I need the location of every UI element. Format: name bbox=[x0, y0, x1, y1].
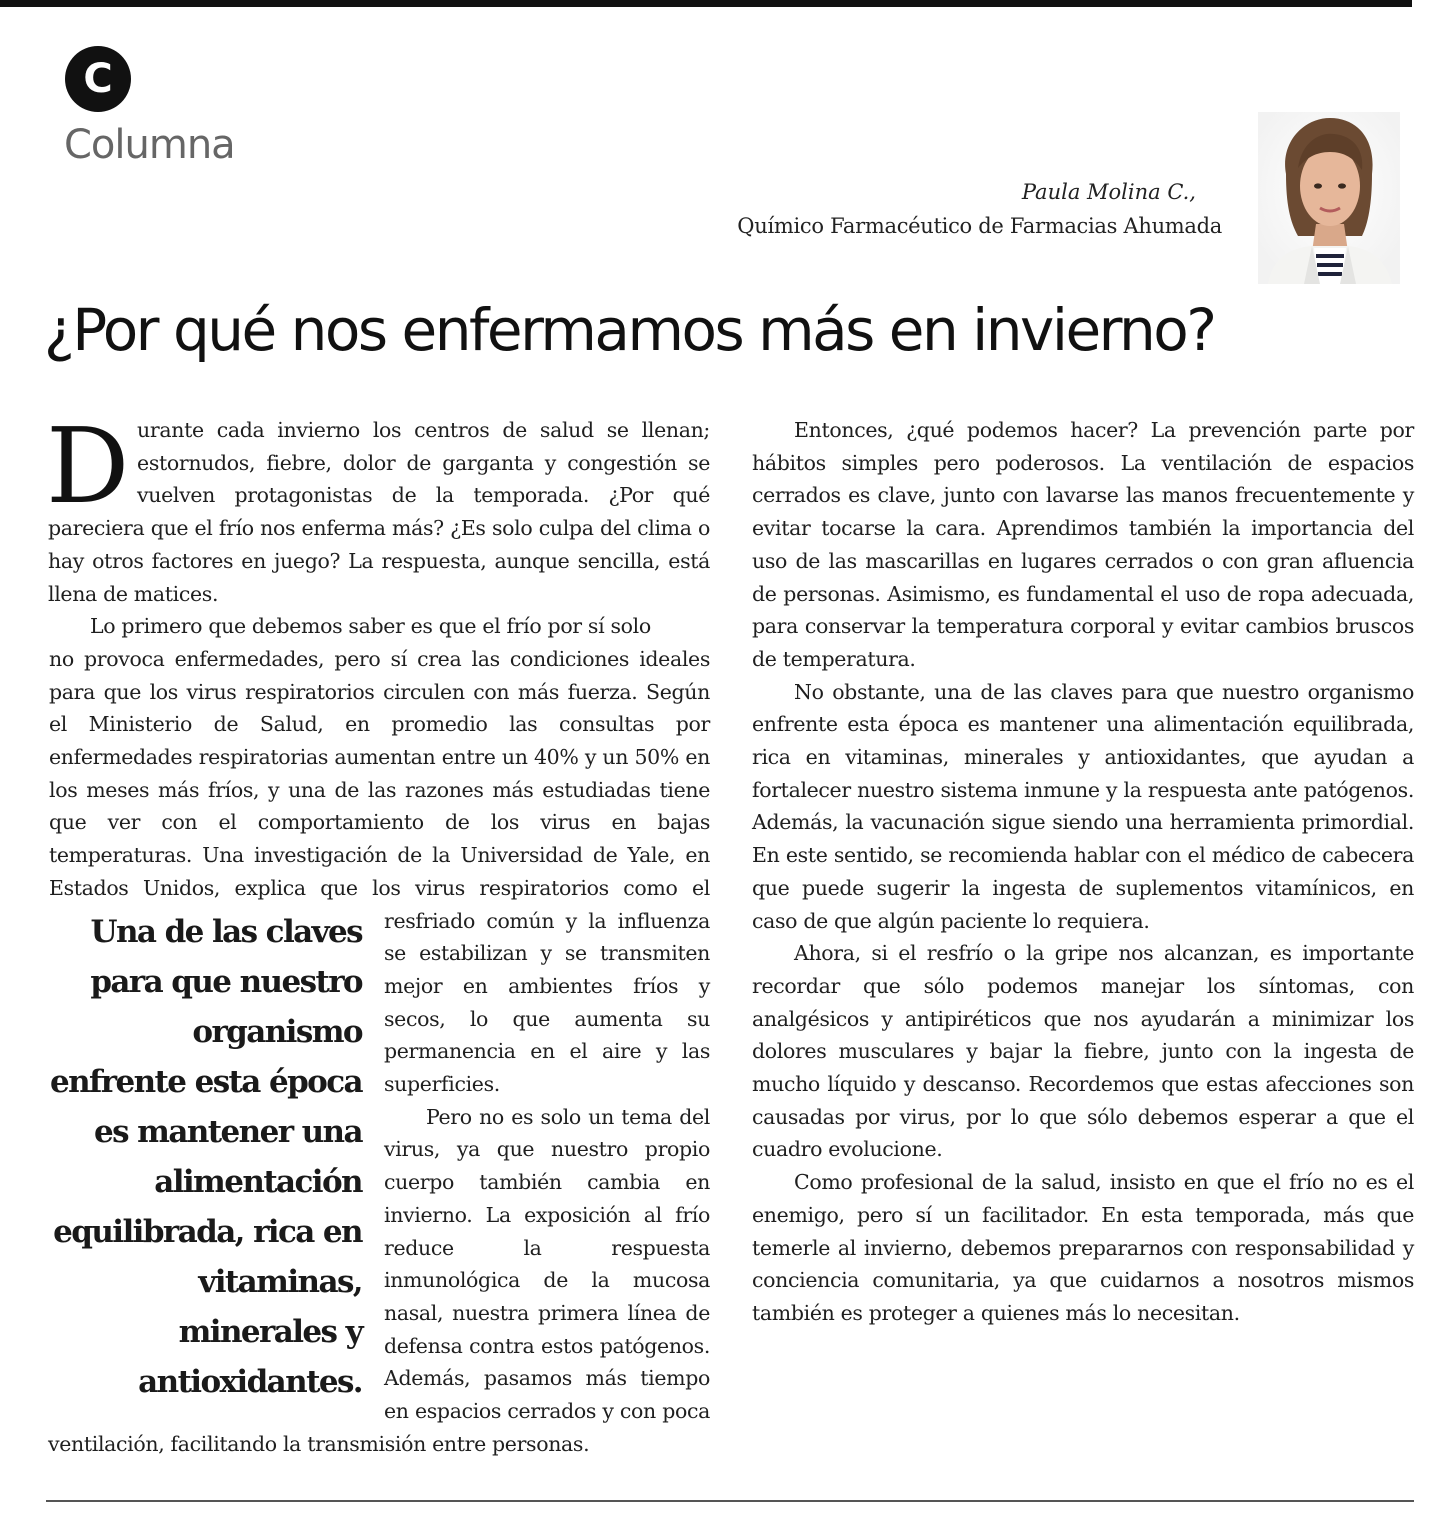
article-paragraph-5: No obstante, una de las claves para que nuestro organismo enfrente esta época es mantener una alimentación equilibrada, rica en vitaminas, minerales y antioxidantes, que ayudan a fortalecer nuestro sistema inmune y la respuesta ante patógenos. Además, la vacunación sigue siendo una herramienta primordial. En este sentido, se recomienda hablar con el médico de cabecera que puede sugerir la ingesta de suplementos vitamínicos, en caso de que algún paciente lo requiera. bbox=[752, 679, 1414, 933]
article-paragraph-2: no provoca enfermedades, pero sí crea las condiciones ideales para que los virus respiratorios circulen con más fuerza. Según el Ministerio de Salud, en promedio las consultas por enfermedades respiratorias aumentan entre un 40% y un 50% en los meses más fríos, y una de las razones más estudiadas tiene que ver con el comportamiento de los virus en bajas temperaturas. Una investigación de la Universidad de Yale, en Estados Unidos, explica que los virus respiratorios como el resfriado común y la influenza se estabilizan y se transmiten mejor en ambientes fríos y secos, lo que aumenta su permanencia en el aire y las superficies. bbox=[49, 646, 710, 1097]
article-paragraph-2-intro: Lo primero que debemos saber es que el frío por sí solo bbox=[90, 614, 651, 639]
author-role: Químico Farmacéutico de Farmacias Ahumada bbox=[737, 214, 1222, 238]
article-paragraph-1 bbox=[46, 405, 710, 610]
headline: ¿Por qué nos enfermamos más en invierno? bbox=[44, 296, 1215, 364]
article-paragraph-4: Entonces, ¿qué podemos hacer? La prevención parte por hábitos simples pero poderosos. La ventilación de espacios cerrados es clave, junto con lavarse las manos frecuentemente y evitar tocarse la cara. Aprendimos también la importancia del uso de las mascarillas en lugares cerrados o con gran afluencia de personas. Asimismo, es fundamental el uso de ropa adecuada, para conservar la temperatura corporal y evitar cambios bruscos de temperatura. bbox=[752, 418, 1414, 671]
pull-quote: Una de las claves para que nuestro organismo enfrente esta época es mantener una alimentación equilibrada, rica en vitaminas, minerales y antioxidantes. bbox=[49, 913, 362, 1400]
article-paragraph-3: Pero no es solo un tema del virus, ya que nuestro propio cuerpo también cambia en invierno. La exposición al frío reduce la respuesta inmunológica de la mucosa nasal, nuestra primera línea de defensa contra estos patógenos. Además, pasamos más tiempo en espacios cerrados y con poca ventilación, facilitando la transmisión entre personas. bbox=[48, 1104, 710, 1456]
bottom-rule bbox=[46, 1500, 1414, 1502]
article-column-right bbox=[752, 414, 1414, 1330]
author-photo bbox=[1258, 112, 1400, 284]
article-column-left bbox=[46, 405, 710, 1461]
author-name: Paula Molina C., bbox=[1021, 180, 1196, 204]
section-name: Columna bbox=[64, 122, 235, 168]
dropcap: D bbox=[46, 405, 130, 527]
top-rule bbox=[0, 0, 1412, 7]
article-paragraph-7: Como profesional de la salud, insisto en que el frío no es el enemigo, pero sí un facilitador. En esta temporada, más que temerle al invierno, debemos prepararnos con responsabilidad y conciencia comunitaria, ya que cuidarnos a nosotros mismos también es proteger a quienes más lo necesitan. bbox=[752, 1170, 1414, 1325]
section-badge: C bbox=[65, 46, 131, 112]
paragraph-text: urante cada invierno los centros de salud se llenan; estornudos, fiebre, dolor de garganta y congestión se vuelven protagonistas de la temporada. ¿Por qué pareciera que el frío nos enferma más? ¿Es solo culpa del clima o hay otros factores en juego? La respuesta, aunque sencilla, está llena de matices. bbox=[48, 418, 710, 606]
article-paragraph-6: Ahora, si el resfrío o la gripe nos alcanzan, es importante recordar que sólo podemos manejar los síntomas, con analgésicos y antipiréticos que nos ayudarán a minimizar los dolores musculares y bajar la fiebre, junto con la ingesta de mucho líquido y descanso. Recordemos que estas afecciones son causadas por virus, por lo que sólo debemos esperar a que el cuadro evolucione. bbox=[752, 941, 1414, 1162]
